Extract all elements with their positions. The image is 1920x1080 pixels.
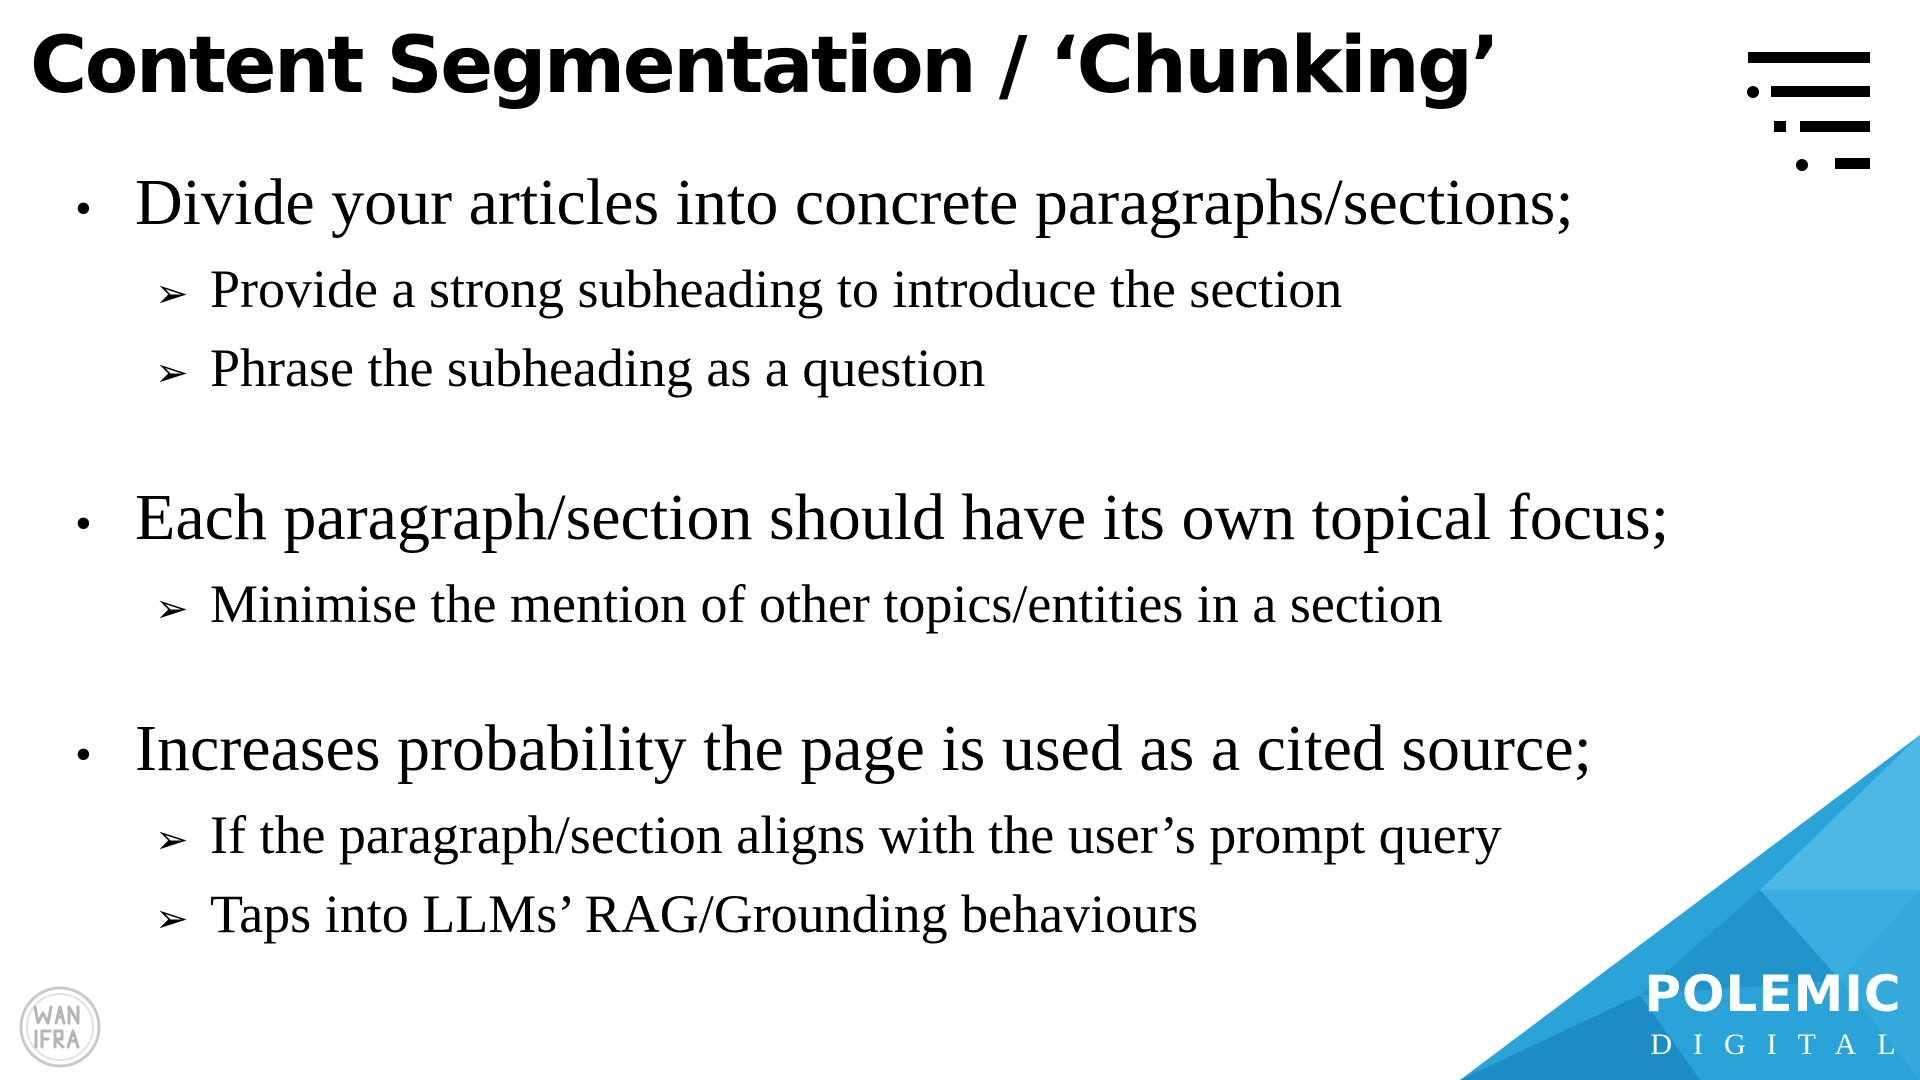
sub-bullet-list [75, 252, 1815, 410]
wan-ifra-logo [18, 985, 102, 1069]
arrow-bullet-icon: ➢ [155, 817, 189, 863]
brand-logo [1638, 965, 1917, 1062]
arrow-bullet-icon: ➢ [155, 586, 189, 632]
bullet-text: Each paragraph/section should have its own topical focus; [135, 481, 1670, 554]
sub-bullet-text: Taps into LLMs’ RAG/Grounding behaviours [210, 884, 1199, 944]
slide-title: Content Segmentation / ‘Chunking’ [30, 21, 1498, 111]
sub-bullet-item [75, 567, 1815, 646]
bullet-item [75, 160, 1815, 410]
brand-corner [1460, 730, 1920, 1080]
brand-subtitle: DIGITAL [1650, 1028, 1917, 1061]
arrow-bullet-icon: ➢ [155, 896, 189, 942]
sub-bullet-list [75, 567, 1815, 646]
bullet-item [75, 475, 1815, 646]
bullet-marker: • [75, 182, 92, 235]
sub-bullet-text: Minimise the mention of other topics/entities in a section [210, 574, 1443, 634]
bullet-text: Divide your articles into concrete paragraphs/sections; [135, 166, 1574, 239]
bullet-text: Increases probability the page is used as a cited source; [135, 712, 1592, 785]
brand-name: POLEMIC [1644, 965, 1902, 1023]
sub-bullet-item [75, 252, 1815, 331]
sub-bullet-item [75, 331, 1815, 410]
sub-bullet-text: Provide a strong subheading to introduce the section [210, 259, 1343, 319]
arrow-bullet-icon: ➢ [155, 350, 189, 396]
list-filter-icon [1740, 48, 1875, 173]
sub-bullet-text: If the paragraph/section aligns with the user’s prompt query [210, 805, 1502, 865]
sub-bullet-text: Phrase the subheading as a question [210, 338, 986, 398]
bullet-marker: • [75, 497, 92, 550]
bullet-marker: • [75, 728, 92, 781]
arrow-bullet-icon: ➢ [155, 271, 189, 317]
